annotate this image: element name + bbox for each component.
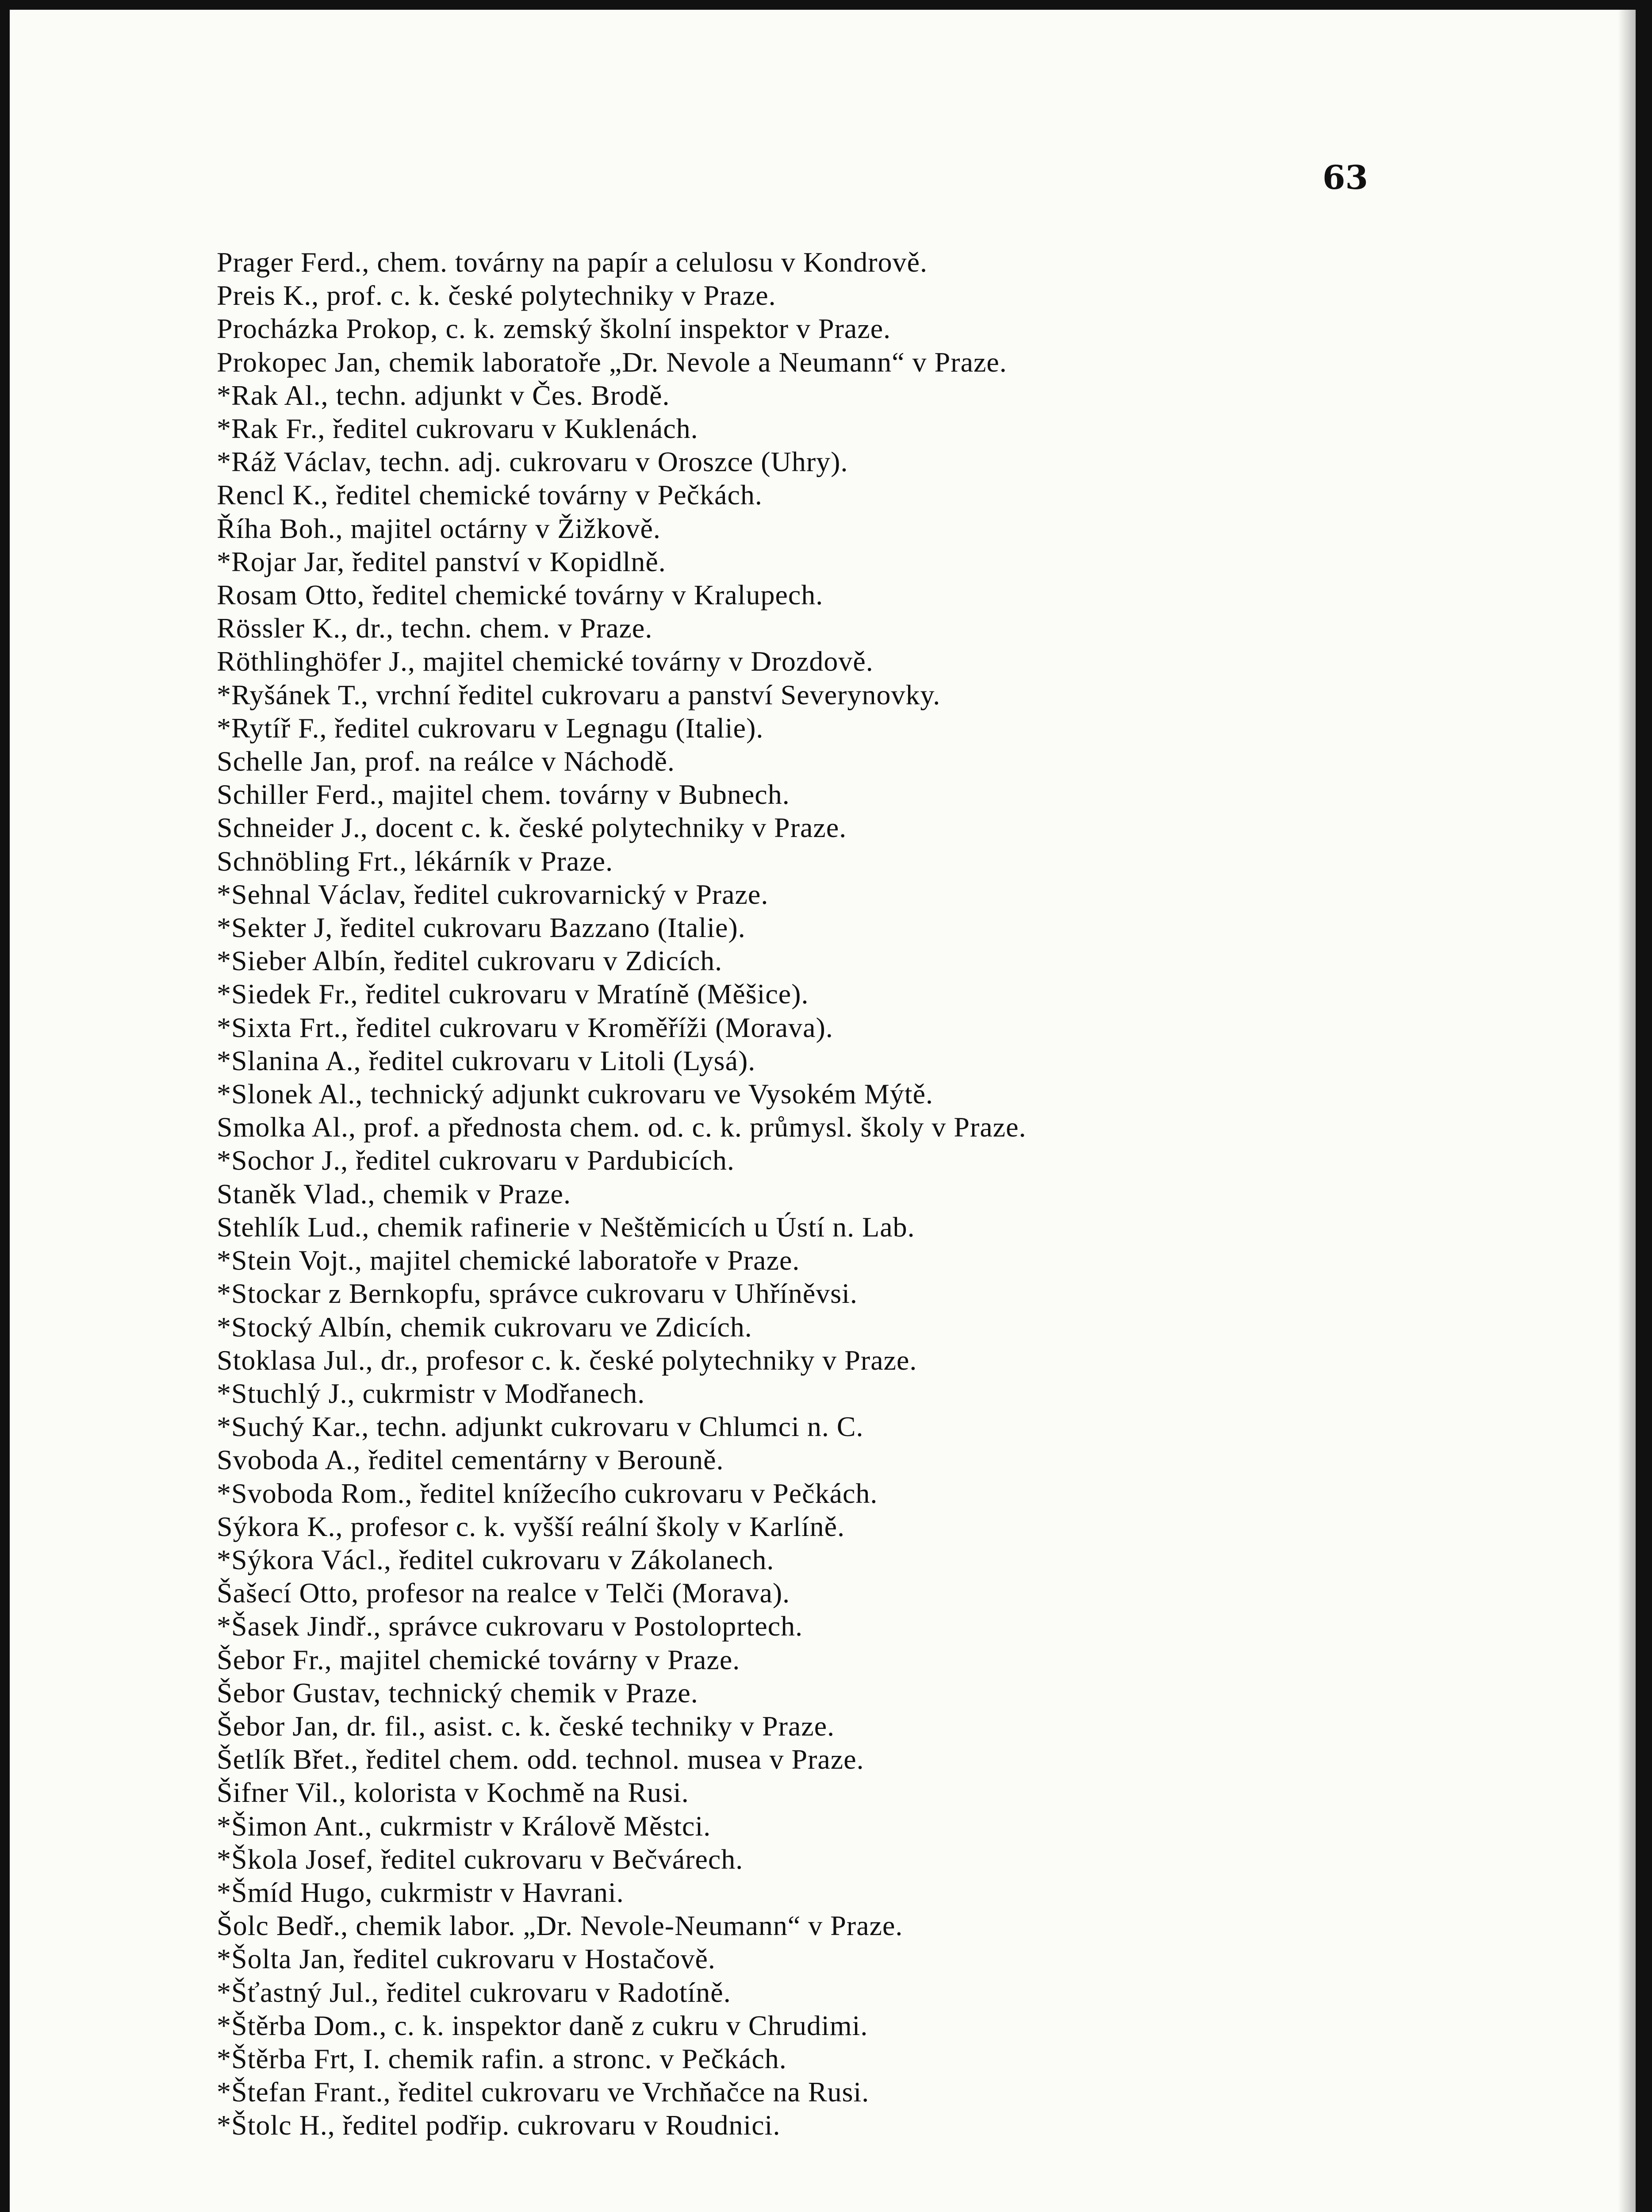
list-item: *Siedek Fr., ředitel cukrovaru v Mratíně (Měšice). xyxy=(217,978,809,1010)
list-item: Šolc Bedř., chemik labor. „Dr. Nevole-Neumann“ v Praze. xyxy=(217,1910,903,1942)
list-item: *Svoboda Rom., ředitel knížecího cukrovaru v Pečkách. xyxy=(217,1477,878,1509)
list-item: *Sekter J, ředitel cukrovaru Bazzano (Italie). xyxy=(217,912,746,944)
list-item: *Štěrba Dom., c. k. inspektor daně z cukru v Chrudimi. xyxy=(217,2009,868,2041)
list-item: Schiller Ferd., majitel chem. továrny v Bubnech. xyxy=(217,779,790,810)
list-item: *Rytíř F., ředitel cukrovaru v Legnagu (Italie). xyxy=(217,712,764,744)
list-item: *Šťastný Jul., ředitel cukrovaru v Radotíně. xyxy=(217,1976,731,2008)
list-item: Stehlík Lud., chemik rafinerie v Neštěmicích u Ústí n. Lab. xyxy=(217,1211,915,1243)
list-item: Šebor Gustav, technický chemik v Praze. xyxy=(217,1677,698,1709)
list-item: *Stocký Albín, chemik cukrovaru ve Zdicích. xyxy=(217,1311,752,1343)
page-number: 63 xyxy=(1322,159,1368,197)
list-item: Sýkora K., profesor c. k. vyšší reální školy v Karlíně. xyxy=(217,1510,845,1542)
list-item: *Sixta Frt., ředitel cukrovaru v Kroměříži (Morava). xyxy=(217,1011,833,1043)
list-item: Říha Boh., majitel octárny v Žižkově. xyxy=(217,512,661,544)
page-edge-shadow xyxy=(1618,10,1636,2212)
list-item: Procházka Prokop, c. k. zemský školní inspektor v Praze. xyxy=(217,313,891,345)
list-item: *Rojar Jar, ředitel panství v Kopidlně. xyxy=(217,545,666,577)
list-item: Šifner Vil., kolorista v Kochmě na Rusi. xyxy=(217,1777,689,1809)
list-item: Šetlík Břet., ředitel chem. odd. technol. musea v Praze. xyxy=(217,1743,864,1775)
list-item: Šebor Fr., majitel chemické továrny v Praze. xyxy=(217,1644,740,1675)
list-item: *Škola Josef, ředitel cukrovaru v Bečvárech. xyxy=(217,1843,744,1875)
member-list xyxy=(217,246,1610,2142)
list-item: Rössler K., dr., techn. chem. v Praze. xyxy=(217,612,653,644)
list-item: *Stuchlý J., cukrmistr v Modřanech. xyxy=(217,1377,645,1409)
list-item: *Sochor J., ředitel cukrovaru v Pardubicích. xyxy=(217,1144,735,1176)
list-item: *Slanina A., ředitel cukrovaru v Litoli (Lysá). xyxy=(217,1045,756,1076)
list-item: Rencl K., ředitel chemické továrny v Pečkách. xyxy=(217,479,763,511)
list-item: *Sieber Albín, ředitel cukrovaru v Zdicích. xyxy=(217,945,723,977)
list-item: Šebor Jan, dr. fil., asist. c. k. české techniky v Praze. xyxy=(217,1710,835,1742)
list-item: Stoklasa Jul., dr., profesor c. k. české polytechniky v Praze. xyxy=(217,1344,917,1376)
list-item: *Šimon Ant., cukrmistr v Králově Městci. xyxy=(217,1810,711,1842)
list-item: *Slonek Al., technický adjunkt cukrovaru ve Vysokém Mýtě. xyxy=(217,1078,933,1110)
list-item: Preis K., prof. c. k. české polytechniky v Praze. xyxy=(217,280,776,311)
list-item: Smolka Al., prof. a přednosta chem. od. c. k. průmysl. školy v Praze. xyxy=(217,1111,1027,1143)
list-item: Prager Ferd., chem. továrny na papír a celulosu v Kondrově. xyxy=(217,246,928,278)
list-item: Šašecí Otto, profesor na realce v Telči (Morava). xyxy=(217,1577,790,1609)
scanned-page xyxy=(10,10,1636,2212)
list-item: *Ryšánek T., vrchní ředitel cukrovaru a panství Severynovky. xyxy=(217,679,941,710)
list-item: *Sehnal Václav, ředitel cukrovarnický v Praze. xyxy=(217,878,769,910)
list-item: *Sýkora Václ., ředitel cukrovaru v Zákolanech. xyxy=(217,1544,774,1575)
list-item: Schneider J., docent c. k. české polytechniky v Praze. xyxy=(217,812,847,844)
list-item: Prokopec Jan, chemik laboratoře „Dr. Nevole a Neumann“ v Praze. xyxy=(217,346,1007,378)
list-item: *Rak Al., techn. adjunkt v Čes. Brodě. xyxy=(217,379,670,411)
list-item: *Štěrba Frt, I. chemik rafin. a stronc. v Pečkách. xyxy=(217,2043,787,2074)
list-item: *Šmíd Hugo, cukrmistr v Havrani. xyxy=(217,1876,624,1908)
list-item: *Štolc H., ředitel podřip. cukrovaru v Roudnici. xyxy=(217,2109,781,2141)
list-item: Schnöbling Frt., lékárník v Praze. xyxy=(217,845,613,877)
list-item: *Stein Vojt., majitel chemické laboratoře v Praze. xyxy=(217,1244,800,1276)
list-item: *Stockar z Bernkopfu, správce cukrovaru v Uhříněvsi. xyxy=(217,1278,858,1310)
list-item: *Rak Fr., ředitel cukrovaru v Kuklenách. xyxy=(217,413,698,445)
list-item: *Štefan Frant., ředitel cukrovaru ve Vrchňačce na Rusi. xyxy=(217,2076,870,2108)
list-item: Rosam Otto, ředitel chemické továrny v Kralupech. xyxy=(217,579,824,611)
list-item: *Suchý Kar., techn. adjunkt cukrovaru v Chlumci n. C. xyxy=(217,1411,864,1443)
list-item: *Šolta Jan, ředitel cukrovaru v Hostačově. xyxy=(217,1943,716,1975)
list-item: Röthlinghöfer J., majitel chemické továrny v Drozdově. xyxy=(217,645,874,677)
list-item: Schelle Jan, prof. na reálce v Náchodě. xyxy=(217,745,675,777)
list-item: Staněk Vlad., chemik v Praze. xyxy=(217,1178,571,1210)
list-item: *Šasek Jindř., správce cukrovaru v Postoloprtech. xyxy=(217,1610,803,1642)
list-item: *Ráž Václav, techn. adj. cukrovaru v Oroszce (Uhry). xyxy=(217,446,848,478)
list-item: Svoboda A., ředitel cementárny v Berouně. xyxy=(217,1444,724,1476)
